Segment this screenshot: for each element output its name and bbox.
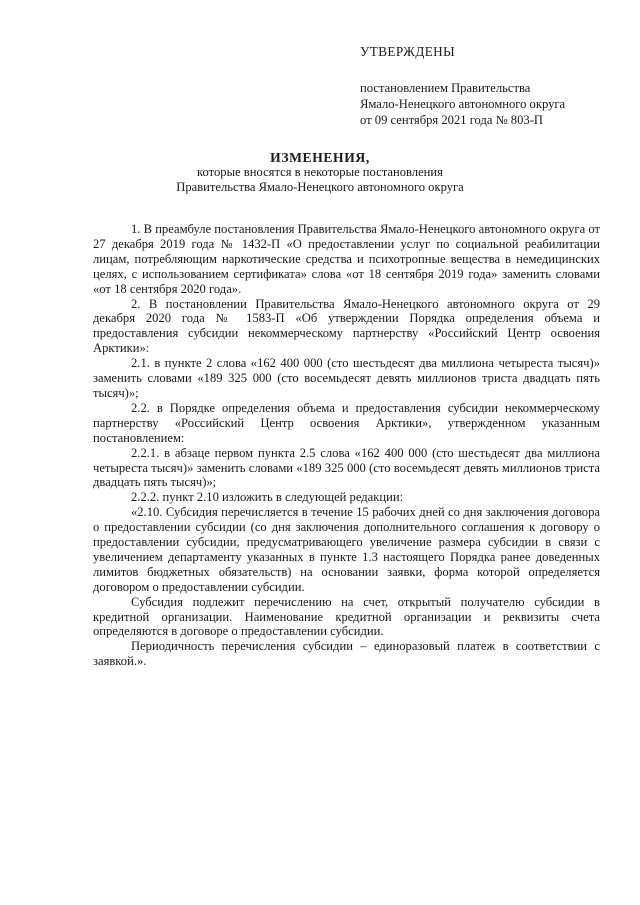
document-subtitle-line-2: Правительства Ямало-Ненецкого автономного округа [176, 180, 464, 194]
paragraph-2-2-1: 2.2.1. в абзаце первом пункта 2.5 слова «162 400 000 (сто шестьдесят два миллиона четыреста тысяч)» заменить словами «189 325 000 (сто восемьдесят девять миллионов триста двадцать пять тысяч)»; [93, 445, 600, 490]
paragraph-2-2-2: 2.2.2. пункт 2.10 изложить в следующей редакции: [131, 490, 404, 505]
approval-line-2: Ямало-Ненецкого автономного округа [360, 97, 566, 111]
document-title-block [80, 150, 560, 195]
paragraph-subsidy-account: Субсидия подлежит перечислению на счет, открытый получателю субсидии в кредитной организации. Наименование кредитной организации и реквизиты счета определяются в договоре о предоставлении субсидии. [93, 594, 600, 639]
paragraph-1: 1. В преамбуле постановления Правительства Ямало-Ненецкого автономного округа от 27 декабря 2019 года № 1432-П «О предоставлении услуг по социальной реабилитации лицам, потребляющим наркотические средства и психотропные вещества в немедицинских целях, с использованием сертификата» слова «от 18 сентября 2019 года» заменить словами «от 18 сентября 2020 года». [93, 222, 600, 296]
paragraph-periodicity: Периодичность перечисления субсидии – единоразовый платеж в соответствии с заявкой.». [93, 639, 600, 669]
approval-line-1: постановлением Правительства [360, 81, 531, 95]
approval-stamp [360, 44, 620, 128]
approval-line-3: от 09 сентября 2021 года № 803-П [360, 113, 543, 127]
paragraph-2-10: «2.10. Субсидия перечисляется в течение 15 рабочих дней со дня заключения договора о предоставлении субсидии (со дня заключения дополнительного соглашения к договору о предоставлении субсидии, предусматривающего увеличение размера субсидии в связи с увеличением департаменту указанных в пункте 1.3 настоящего Порядка ранее доведенных лимитов бюджетных обязательств) на основании заявки, форма которой определяется договором о предоставлении субсидии. [93, 505, 600, 594]
document-subtitle-line-1: которые вносятся в некоторые постановления [197, 165, 443, 179]
paragraph-2: 2. В постановлении Правительства Ямало-Ненецкого автономного округа от 29 декабря 2020 года № 1583-П «Об утверждении Порядка определения объема и предоставления субсидии некоммерческому партнерству «Российский Центр освоения Арктики»: [93, 296, 600, 356]
approval-heading: УТВЕРЖДЕНЫ [360, 44, 456, 59]
paragraph-2-2: 2.2. в Порядке определения объема и предоставления субсидии некоммерческому партнерству «Российский Центр освоения Арктики», утвержденном указанным постановлением: [93, 400, 600, 445]
document-body [93, 222, 600, 669]
paragraph-2-1: 2.1. в пункте 2 слова «162 400 000 (сто шестьдесят два миллиона четыреста тысяч)» заменить словами «189 325 000 (сто восемьдесят девять миллионов триста двадцать пять тысяч)»; [93, 356, 600, 400]
document-title: ИЗМЕНЕНИЯ, [270, 150, 370, 165]
